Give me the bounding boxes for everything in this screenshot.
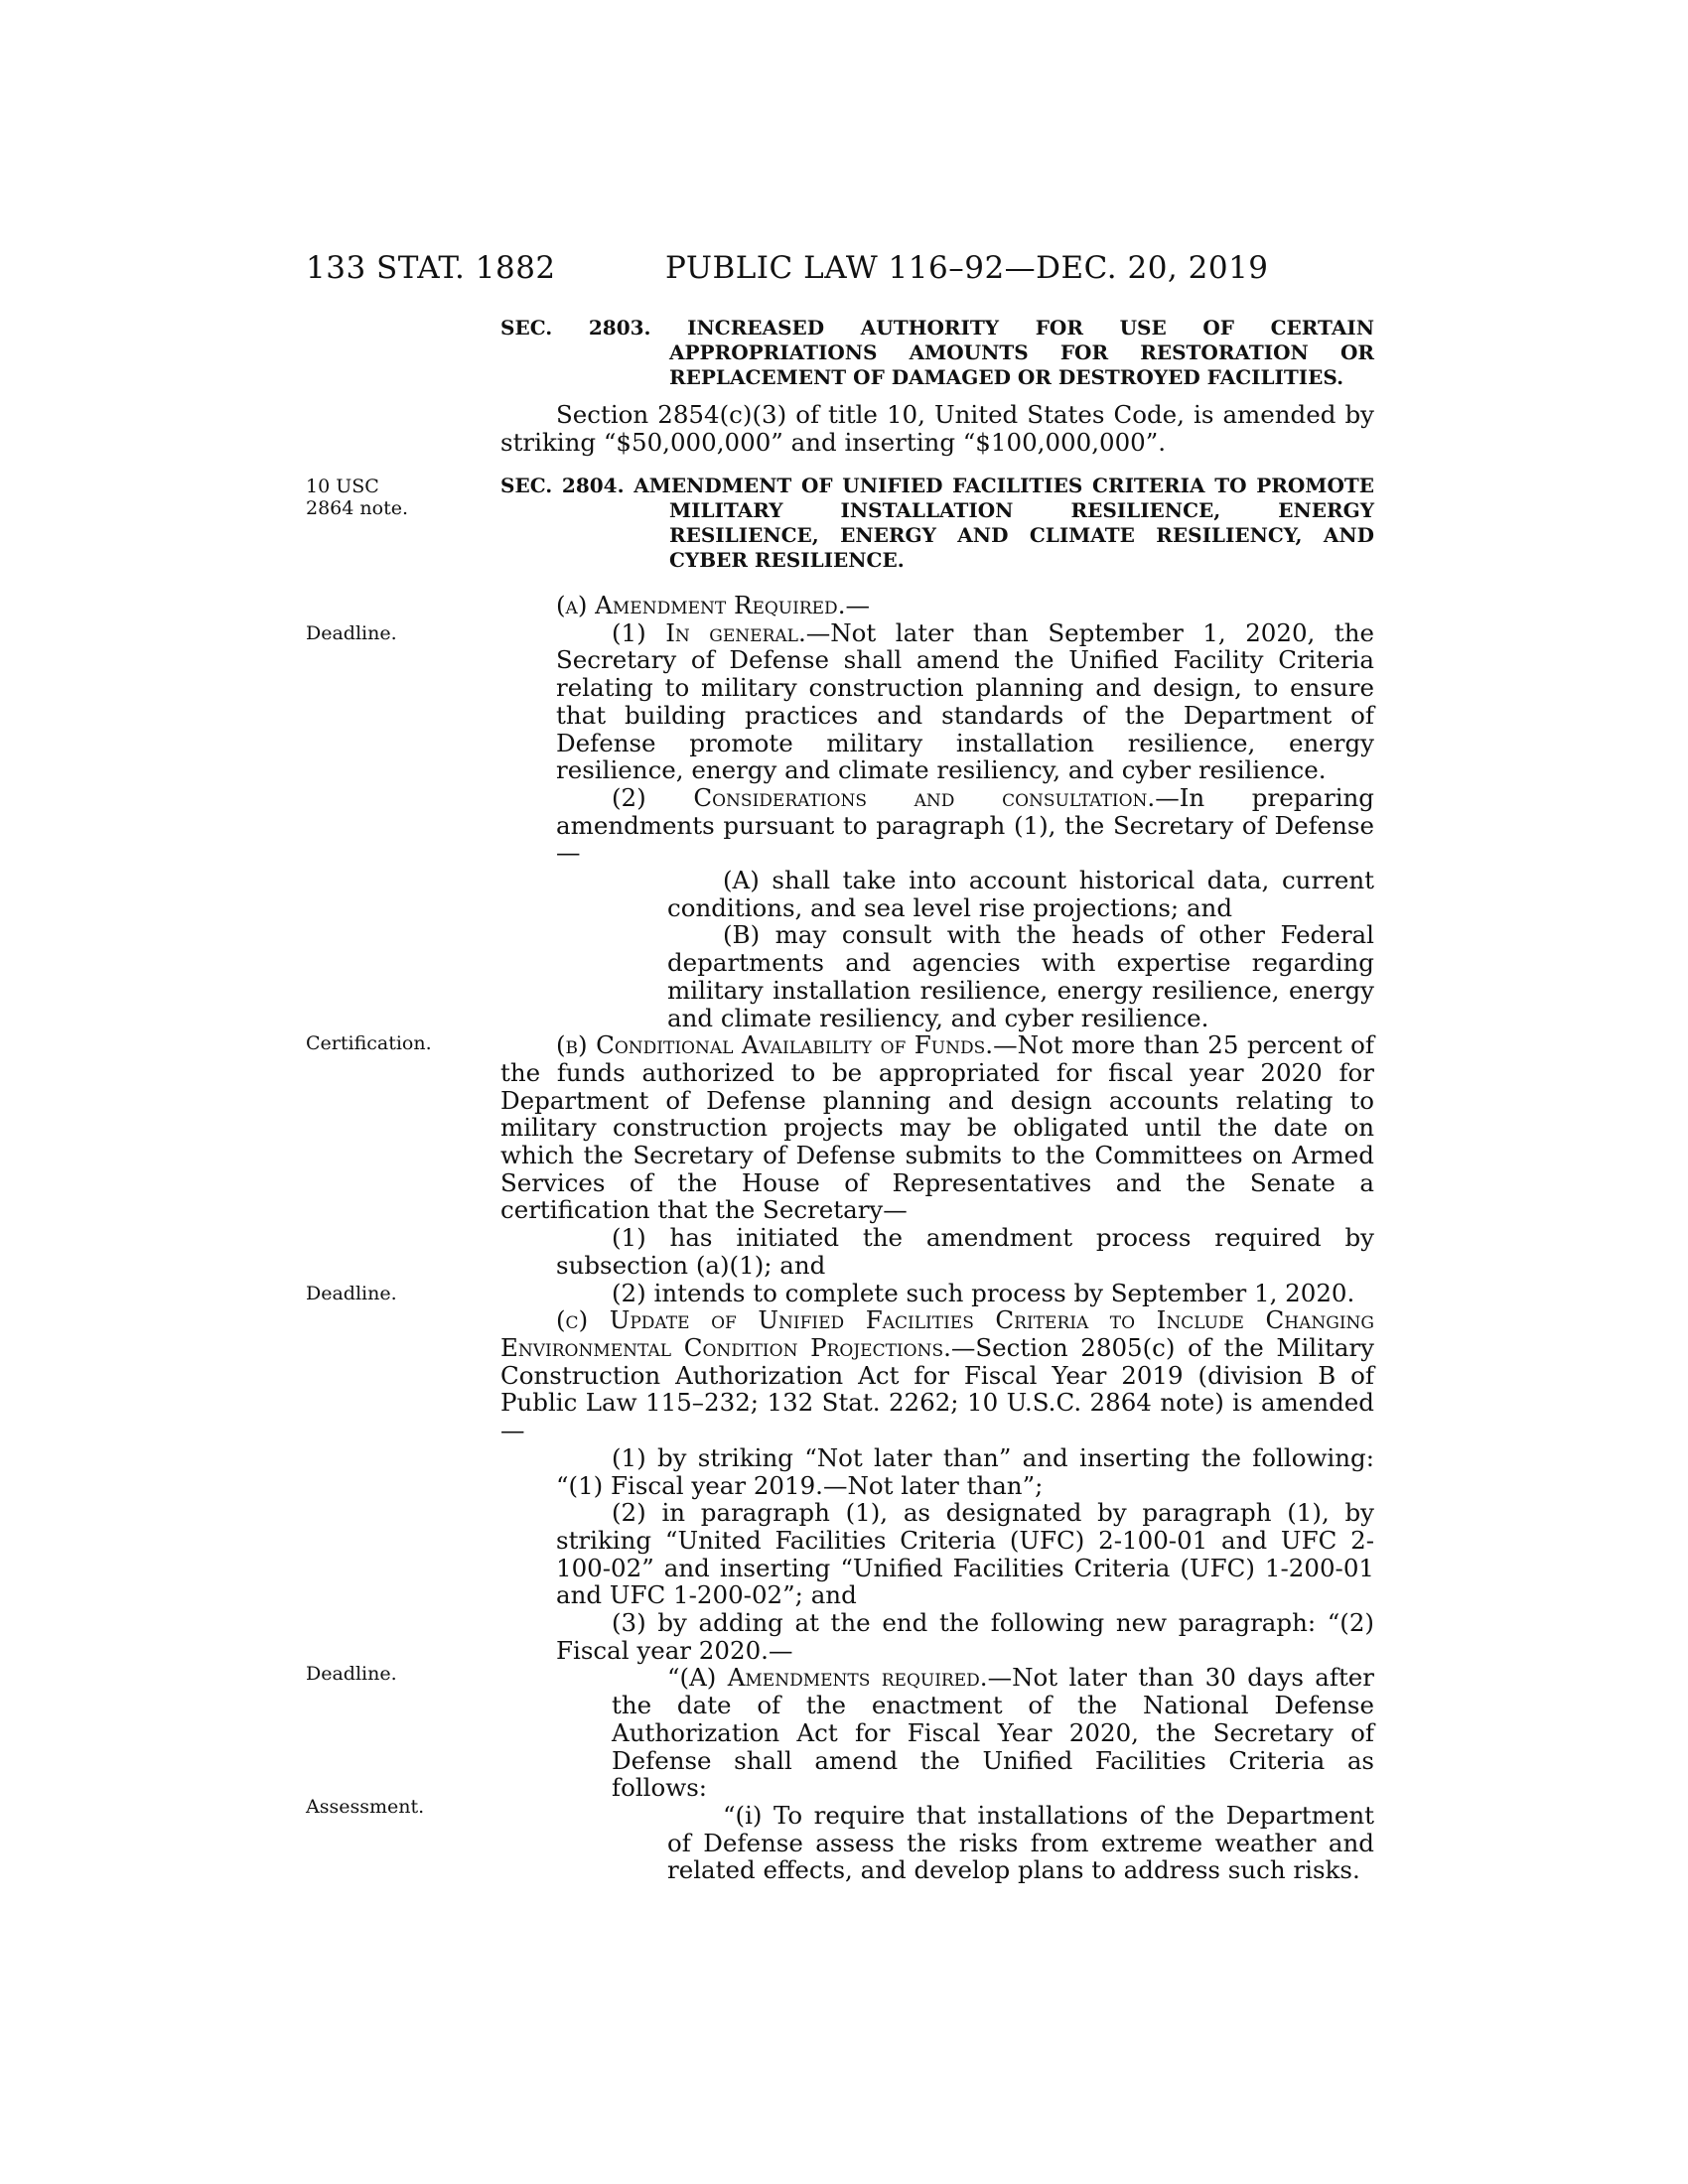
- section-2804-body: [500, 592, 1374, 1884]
- section-2804-heading: SEC. 2804. AMENDMENT OF UNIFIED FACILITIES CRITERIA TO PROMOTE MILITARY INSTALLATION RESILIENCE, ENERGY RESILIENCE, ENERGY AND CLIMATE RESILIENCY, AND CYBER RESILIENCE.: [500, 474, 1374, 572]
- paragraph-b2: (2) intends to complete such process by September 1, 2020.: [612, 1278, 1355, 1307]
- law-title: PUBLIC LAW 116–92—DEC. 20, 2019: [665, 250, 1269, 286]
- paragraph-a2-A: (A) shall take into account historical data, current conditions, and sea level rise projections; and: [667, 866, 1374, 922]
- section-2803-body: [500, 401, 1374, 456]
- margin-note-deadline-3: Deadline.: [306, 1663, 397, 1685]
- margin-note-usc: 10 USC 2864 note.: [306, 476, 408, 519]
- paragraph-a1: (1) In general.—Not later than September 1, 2020, the Secretary of Defense shall amend the Unified Facility Criteria relating to military construction planning and design, to ensure that building practices and standards of the Department of Defense promote military installation resilience, energy resilience, energy and climate resiliency, and cyber resilience.: [556, 617, 1374, 785]
- section-2803-text: Section 2854(c)(3) of title 10, United States Code, is amended by striking “$50,000,000” and inserting “$100,000,000”.: [500, 400, 1374, 457]
- margin-note-assessment: Assessment.: [306, 1796, 425, 1818]
- subsection-b: (b) Conditional Availability of Funds.—Not more than 25 percent of the funds authorized to be appropriated for fiscal year 2020 for Department of Defense planning and design accounts relating to military construction projects may be obligated until the date on which the Secretary of Defense submits to the Committees on Armed Services of the House of Representatives and the Senate a certification that the Secretary—: [500, 1030, 1374, 1225]
- paragraph-c3-A: “(A) Amendments required.—Not later than 30 days after the date of the enactment of the National Defense Authorization Act for Fiscal Year 2020, the Secretary of Defense shall amend the Unified Facilities Criteria as follows:: [612, 1663, 1374, 1803]
- margin-note-deadline-1: Deadline.: [306, 622, 397, 644]
- paragraph-c3-A-i: “(i) To require that installations of the Department of Defense assess the risks from extreme weather and related effects, and develop plans to address such risks.: [667, 1800, 1374, 1885]
- paragraph-a2-B: (B) may consult with the heads of other Federal departments and agencies with expertise regarding military installation resilience, energy resilience, energy and climate resiliency, and cyber resilience.: [667, 920, 1374, 1032]
- paragraph-c1: (1) by striking “Not later than” and inserting the following: “(1) Fiscal year 2019.—Not later than”;: [556, 1442, 1374, 1500]
- paragraph-a2: (2) Considerations and consultation.—In preparing amendments pursuant to paragraph (1), the Secretary of Defense—: [556, 782, 1374, 868]
- subsection-a-heading: (a) Amendment Required.—: [556, 591, 870, 619]
- paragraph-b1: (1) has initiated the amendment process required by subsection (a)(1); and: [556, 1223, 1374, 1280]
- paragraph-c2: (2) in paragraph (1), as designated by paragraph (1), by striking “United Facilities Criteria (UFC) 2-100-01 and UFC 2-100-02” and inserting “Unified Facilities Criteria (UFC) 1-200-01 and UFC 1-200-02”; and: [556, 1498, 1374, 1610]
- stat-page-number: 133 STAT. 1882: [306, 250, 556, 286]
- subsection-c: (c) Update of Unified Facilities Criteria to Include Changing Environmental Condition Projections.—Section 2805(c) of the Military Construction Authorization Act for Fiscal Year 2019 (division B of Public Law 115–232; 132 Stat. 2262; 10 U.S.C. 2864 note) is amended—: [500, 1305, 1374, 1445]
- margin-note-deadline-2: Deadline.: [306, 1283, 397, 1304]
- section-2803-heading: SEC. 2803. INCREASED AUTHORITY FOR USE OF CERTAIN APPROPRIATIONS AMOUNTS FOR RESTORATION OR REPLACEMENT OF DAMAGED OR DESTROYED FACILITIES.: [500, 316, 1374, 389]
- margin-note-certification: Certification.: [306, 1032, 432, 1054]
- paragraph-c3: (3) by adding at the end the following new paragraph: “(2) Fiscal year 2020.—: [556, 1608, 1374, 1665]
